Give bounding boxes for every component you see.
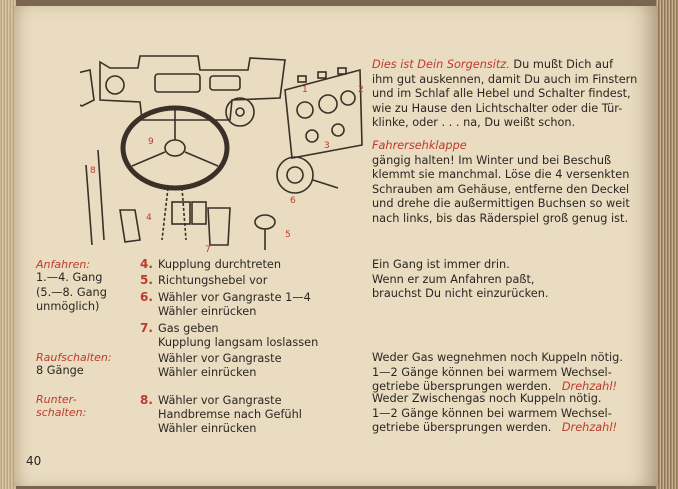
runter-note [372, 392, 617, 436]
diagram-number-6: 6 [290, 196, 296, 206]
runter-drehzahl: Drehzahl! [561, 421, 617, 435]
intro-line-5: klinke, oder . . . na, Du weißt schon. [372, 116, 576, 130]
intro-lead: Dies ist Dein Sorgensitz. [372, 58, 510, 71]
label-runterschalten-2: schalten: [36, 406, 87, 419]
gang-note-line-2: Wenn er zum Anfahren paßt, [372, 272, 535, 286]
rauf-note-line-1: Weder Gas wegnehmen noch Kuppeln nötig. [372, 351, 623, 364]
fahrersehklappe-paragraph [372, 139, 632, 227]
intro-line-4: wie zu Hause den Lichtschalter oder die Tür- [372, 101, 623, 115]
fahrersehklappe-line-4: und drehe die außermittigen Buchsen so weit [372, 197, 630, 211]
diagram-number-4: 4 [146, 213, 152, 223]
diagram-number-7: 7 [205, 245, 211, 255]
diagram-number-1: 1 [302, 85, 308, 95]
gang-note-line-1: Ein Gang ist immer drin. [372, 258, 510, 271]
label-anfahren: Anfahren: [36, 258, 91, 271]
intro-paragraph [372, 58, 638, 131]
intro-line-1: Du mußt Dich auf [509, 58, 614, 71]
diagram-number-9: 9 [148, 137, 154, 147]
rauf-step-line-2: Wähler einrücken [158, 366, 257, 379]
anfahren-line-2: (5.—8. Gang [36, 285, 107, 299]
label-runterschalten-1: Runter- [36, 393, 77, 406]
step-number-6: 6. [140, 290, 153, 304]
gang-note-line-3: brauchst Du nicht einzurücken. [372, 287, 549, 301]
rauf-drehzahl: Drehzahl! [561, 380, 617, 394]
step-4-line-1: Kupplung durchtreten [158, 258, 281, 271]
intro-line-3: und im Schlaf alle Hebel und Schalter findest, [372, 87, 631, 101]
anfahren-line-3: unmöglich) [36, 300, 100, 314]
runter-note-line-2: 1—2 Gänge können bei warmem Wechsel- [372, 406, 612, 420]
step-8-line-3: Wähler einrücken [158, 422, 257, 435]
anfahren-line-1: 1.—4. Gang [36, 271, 103, 284]
step-number-5: 5. [140, 273, 153, 287]
raufschalten-value: 8 Gänge [36, 364, 84, 377]
runter-note-line-1: Weder Zwischengas noch Kuppeln nötig. [372, 392, 602, 405]
fahrersehklappe-line-3: Schrauben am Gehäuse, entferne den Deckel [372, 182, 630, 196]
step-number-4: 4. [140, 257, 153, 271]
fahrersehklappe-line-5: nach links, bis das Räderspiel groß genug ist. [372, 211, 629, 225]
anfahren-details [36, 271, 107, 315]
step-7-line-2: Kupplung langsam loslassen [158, 336, 319, 349]
rauf-step-line-1: Wähler vor Gangraste [158, 352, 282, 365]
step-6-line-1: Wähler vor Gangraste 1—4 [158, 291, 311, 304]
fahrersehklappe-line-2: klemmt sie manchmal. Löse die 4 versenkten [372, 168, 630, 182]
intro-line-2: ihm gut auskennen, damit Du auch im Finstern [372, 72, 638, 86]
step-6-line-2: Wähler einrücken [158, 305, 257, 318]
step-8-line-2: Handbremse nach Gefühl [158, 408, 302, 421]
page-edges-right [656, 0, 678, 489]
diagram-number-3: 3 [324, 141, 330, 151]
fahrersehklappe-line-1: gängig halten! Im Winter und bei Beschuß [372, 153, 612, 167]
gang-note [372, 258, 549, 302]
driver-seat-illustration [80, 40, 370, 255]
step-5-line-1: Richtungshebel vor [158, 274, 268, 287]
runter-note-line-3: getriebe übersprungen werden. [372, 421, 552, 435]
page-number: 40 [26, 454, 42, 468]
step-number-7: 7. [140, 321, 153, 335]
diagram-number-2: 2 [358, 85, 364, 95]
step-number-8: 8. [140, 393, 153, 407]
diagram-number-8: 8 [90, 166, 96, 176]
step-8-line-1: Wähler vor Gangraste [158, 394, 282, 407]
rauf-note [372, 351, 623, 395]
rauf-note-line-2: 1—2 Gänge können bei warmem Wechsel- [372, 365, 612, 379]
label-raufschalten: Raufschalten: [36, 351, 112, 364]
diagram-number-5: 5 [285, 230, 291, 240]
rauf-note-line-3: getriebe übersprungen werden. [372, 380, 552, 394]
fahrersehklappe-heading: Fahrersehklappe [372, 139, 467, 152]
step-7-line-1: Gas geben [158, 322, 219, 335]
